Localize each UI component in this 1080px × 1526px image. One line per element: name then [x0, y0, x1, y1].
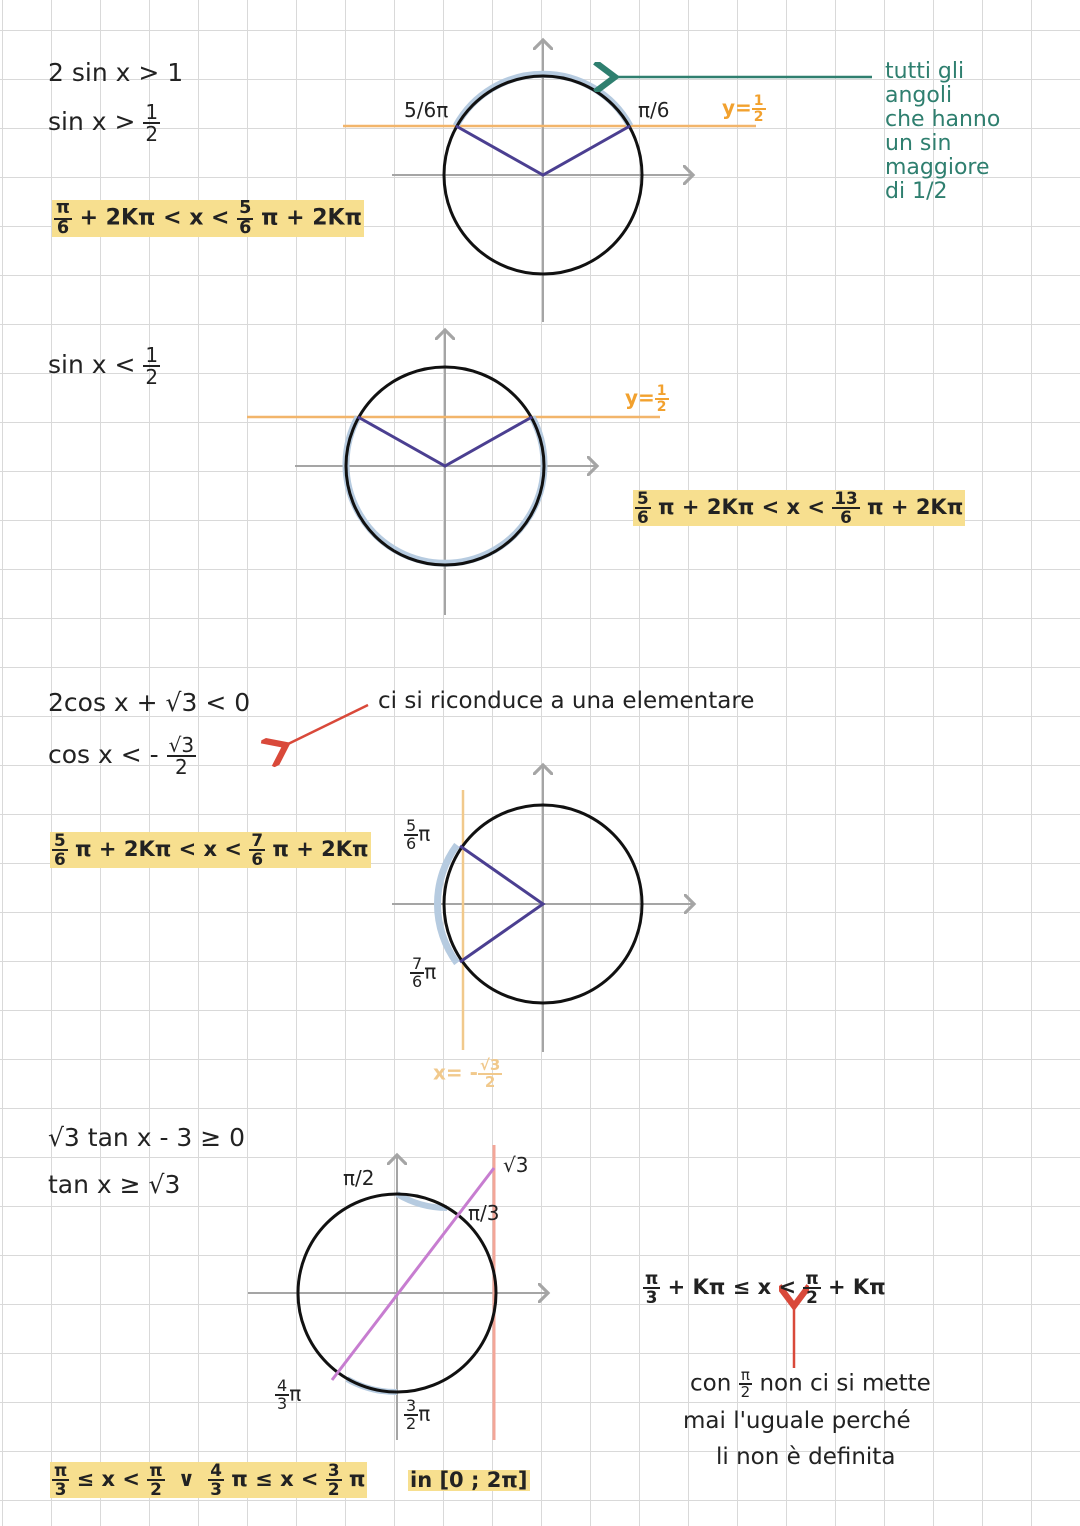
label-pi-6: π/6 [638, 98, 670, 122]
sol-mid: π + 2Kπ < x < [658, 494, 825, 519]
fraction: $\frac{5}{6}$ [239, 198, 252, 238]
general-solution-tan [643, 1270, 886, 1306]
fraction: $\frac{\pi}{3}$ [645, 1268, 659, 1307]
sol-end: π + 2Kπ [866, 494, 964, 519]
fraction: $\frac{5}{6}$ [54, 830, 66, 869]
solution-2 [633, 490, 965, 526]
final-end: π [348, 1466, 366, 1491]
solution-1 [52, 200, 364, 237]
gen-mid: + Kπ ≤ x < [667, 1274, 797, 1299]
equation-7: tan x ≥ √3 [48, 1170, 181, 1199]
final-mid-1: ≤ x < [76, 1466, 140, 1491]
note-line: maggiore [885, 155, 990, 180]
label-4-3-pi: $\frac{4}{3}$ π [277, 1376, 302, 1413]
gen-end: + Kπ [827, 1274, 886, 1299]
fraction: $\frac{13}{6}$ [834, 488, 858, 527]
fraction: $\frac{\pi}{6}$ [56, 198, 70, 238]
diagram-cos-less [286, 705, 694, 1052]
final-solution-tan [50, 1462, 367, 1498]
fraction: $\frac{1}{2}$ [145, 100, 159, 146]
fraction: $\frac{\pi}{2}$ [805, 1268, 819, 1307]
note-elementare: ci si riconduce a una elementare [378, 688, 755, 714]
fraction: $\frac{\pi}{2}$ [149, 1460, 163, 1499]
label-sqrt3: √3 [503, 1153, 529, 1177]
note-line-3: li non è definita [716, 1444, 896, 1470]
equation-1: 2 sin x > 1 [48, 58, 184, 87]
note-line-2: mai l'uguale perché [683, 1408, 911, 1434]
fraction: $\frac{1}{2}$ [145, 343, 159, 389]
eq-prefix: sin x < [48, 350, 136, 379]
equation-3 [48, 345, 160, 387]
line-label-y: y= $\frac{1}{2}$ [722, 93, 764, 125]
fraction: $\frac{\pi}{3}$ [54, 1460, 68, 1499]
note-line: un sin [885, 131, 952, 156]
diagram-sin-less [247, 330, 660, 615]
sol-mid: π + 2Kπ < x < [75, 836, 242, 861]
fraction: $\frac{3}{2}$ [327, 1460, 340, 1499]
red-arrow [286, 705, 368, 745]
solution-3 [50, 832, 371, 868]
equation-6: √3 tan x - 3 ≥ 0 [48, 1123, 246, 1152]
note-line: di 1/2 [885, 179, 948, 204]
fraction: $\frac{7}{6}$ [251, 830, 263, 869]
green-note [885, 60, 1000, 204]
note-line: che hanno [885, 107, 1001, 132]
final-mid-2: π ≤ x < [231, 1466, 319, 1491]
note-line-1: con $\frac{\pi}{2}$ non ci si mette [690, 1366, 931, 1401]
label-pi-2: π/2 [343, 1166, 375, 1190]
note-line: tutti gli [885, 59, 965, 84]
diagram-sin-greater [343, 40, 872, 322]
equation-5 [48, 735, 196, 777]
or-symbol: ∨ [177, 1466, 195, 1491]
label-pi-3: π/3 [468, 1201, 500, 1225]
interval: in [0 ; 2π] [410, 1468, 528, 1492]
fraction: $\frac{5}{6}$ [637, 488, 649, 527]
label-5-6-pi: 5/6π [404, 98, 449, 122]
sol-end: π + 2Kπ [261, 205, 362, 231]
fraction: $\frac{√3}{2}$ [168, 733, 195, 779]
sol-end: π + 2Kπ [272, 836, 369, 861]
sol-mid: + 2Kπ < x < [79, 205, 230, 231]
eq-prefix: cos x < - [48, 740, 159, 769]
line-label-y: y= $\frac{1}{2}$ [625, 383, 667, 415]
line-label-x: x= - $\frac{√3}{2}$ [433, 1056, 501, 1091]
equation-2 [48, 102, 160, 144]
label-5-6-pi: $\frac{5}{6}$ π [406, 816, 431, 853]
eq-prefix: sin x > [48, 107, 136, 136]
equation-4: 2cos x + √3 < 0 [48, 688, 251, 717]
fraction: $\frac{4}{3}$ [210, 1460, 222, 1499]
label-3-2-pi: $\frac{3}{2}$ π [406, 1396, 431, 1433]
note-line: angoli [885, 83, 953, 108]
label-7-6-pi: $\frac{7}{6}$ π [412, 954, 437, 991]
